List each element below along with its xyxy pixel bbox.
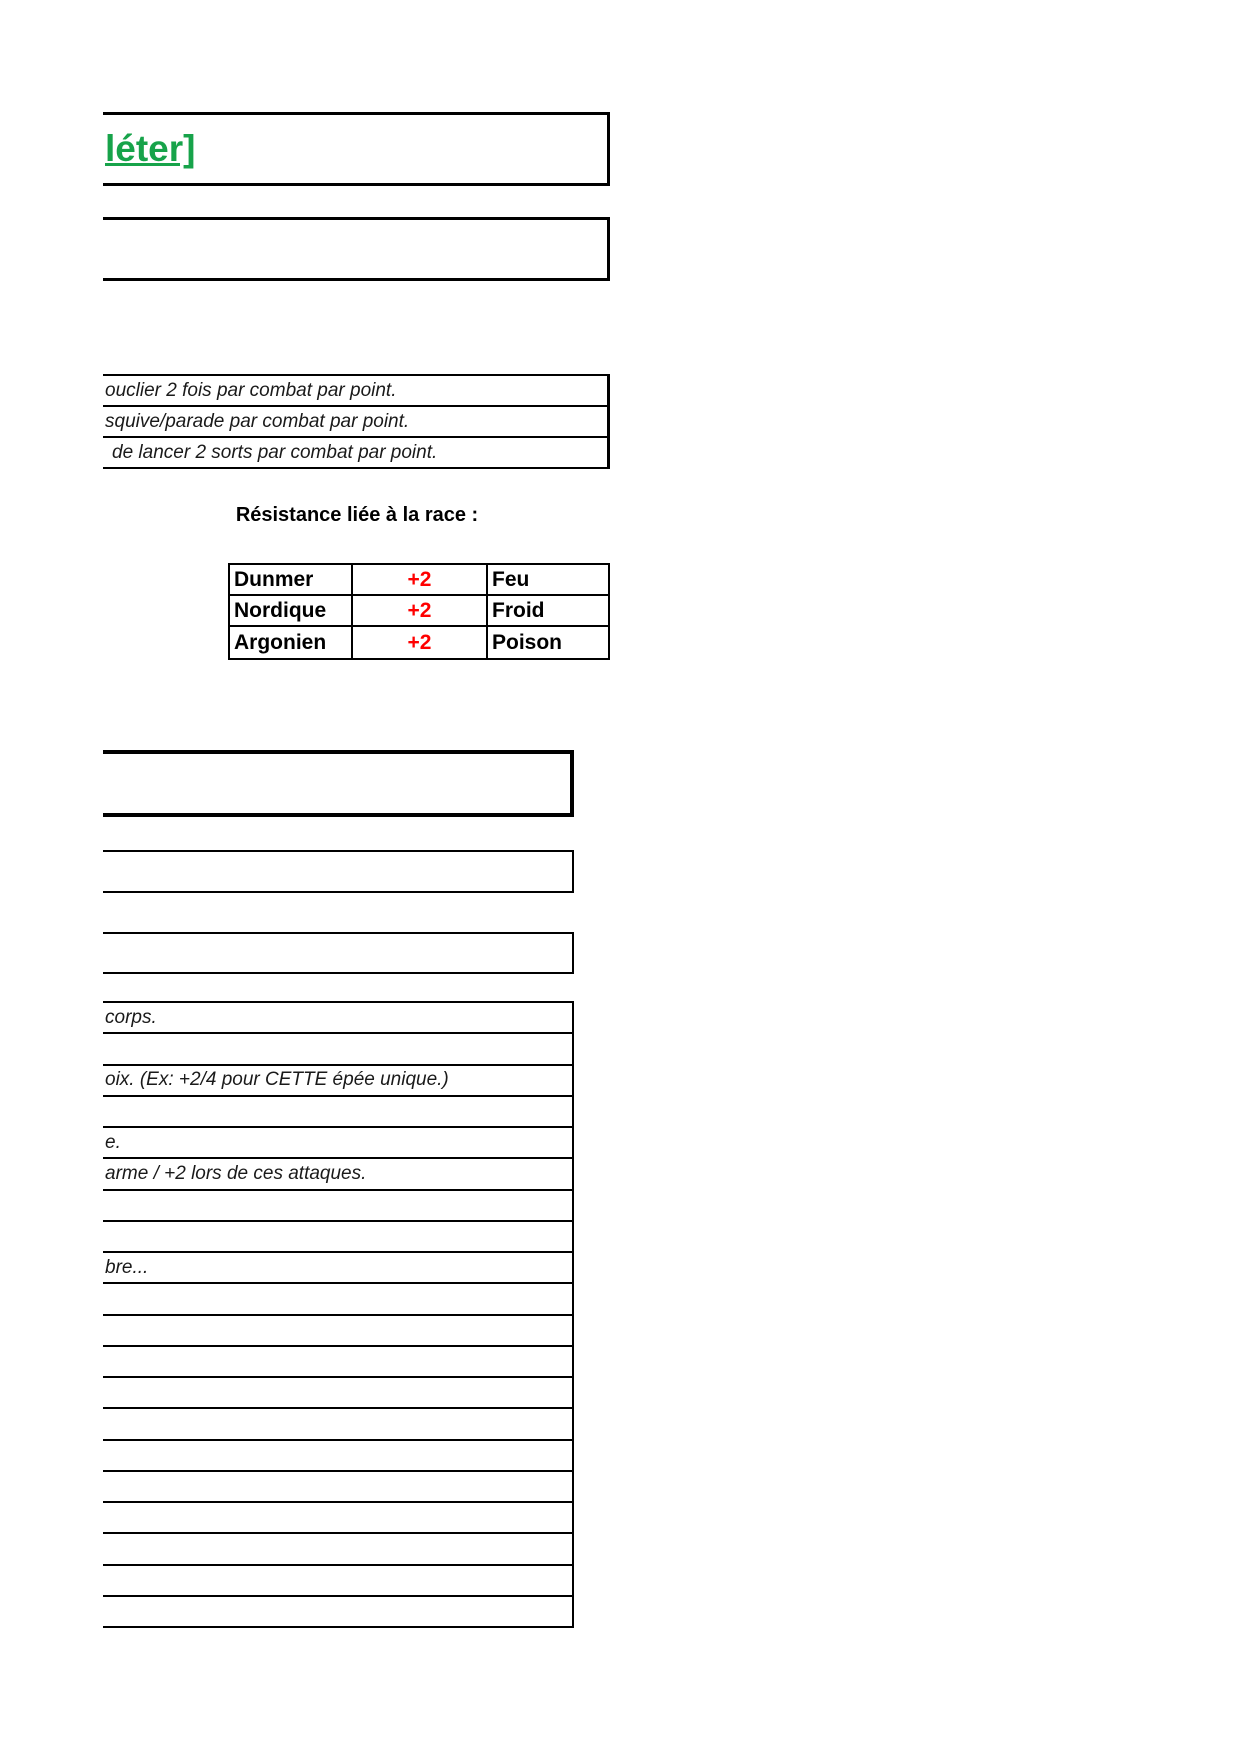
note-row: oix. (Ex: +2/4 pour CETTE épée unique.): [103, 1066, 572, 1097]
note-row: arme / +2 lors de ces attaques.: [103, 1159, 572, 1190]
note-row: [103, 1284, 572, 1315]
ability-row: de lancer 2 sorts par combat par point.: [103, 438, 607, 469]
race-cell: Nordique: [230, 596, 353, 627]
field-box: [103, 850, 574, 893]
race-resistance-table: [228, 563, 610, 660]
note-row: e.: [103, 1128, 572, 1159]
note-row: [103, 1034, 572, 1065]
note-row: [103, 1503, 572, 1534]
note-row: [103, 1378, 572, 1409]
resistance-heading: Résistance liée à la race :: [235, 504, 479, 526]
field-box: [103, 932, 574, 974]
race-cell: Argonien: [230, 627, 353, 658]
race-cell: Dunmer: [230, 565, 353, 596]
note-row: [103, 1472, 572, 1503]
ability-row: ouclier 2 fois par combat par point.: [103, 376, 607, 407]
notes-table: [103, 1001, 574, 1628]
abilities-table: [103, 374, 610, 469]
element-cell: Poison: [492, 630, 563, 654]
note-row: [103, 1566, 572, 1597]
note-row: [103, 1534, 572, 1565]
bonus-cell: +2: [353, 565, 488, 596]
element-cell: Feu: [488, 565, 608, 596]
note-row: [103, 1347, 572, 1378]
note-row: [103, 1222, 572, 1253]
note-row: bre...: [103, 1253, 572, 1284]
ability-row: squive/parade par combat par point.: [103, 407, 607, 438]
element-cell: Froid: [488, 596, 608, 627]
empty-box: [103, 217, 610, 281]
title-box: [103, 112, 610, 186]
note-row: [103, 1191, 572, 1222]
note-row: [103, 1097, 572, 1128]
note-row: corps.: [103, 1003, 572, 1034]
bonus-cell: +2: [353, 596, 488, 627]
section-box-thick: [103, 750, 574, 817]
note-row: [103, 1441, 572, 1472]
note-row: [103, 1409, 572, 1440]
note-row: [103, 1597, 572, 1628]
bonus-cell: +2: [353, 627, 488, 658]
title-text: léter]: [105, 128, 196, 169]
note-row: [103, 1316, 572, 1347]
